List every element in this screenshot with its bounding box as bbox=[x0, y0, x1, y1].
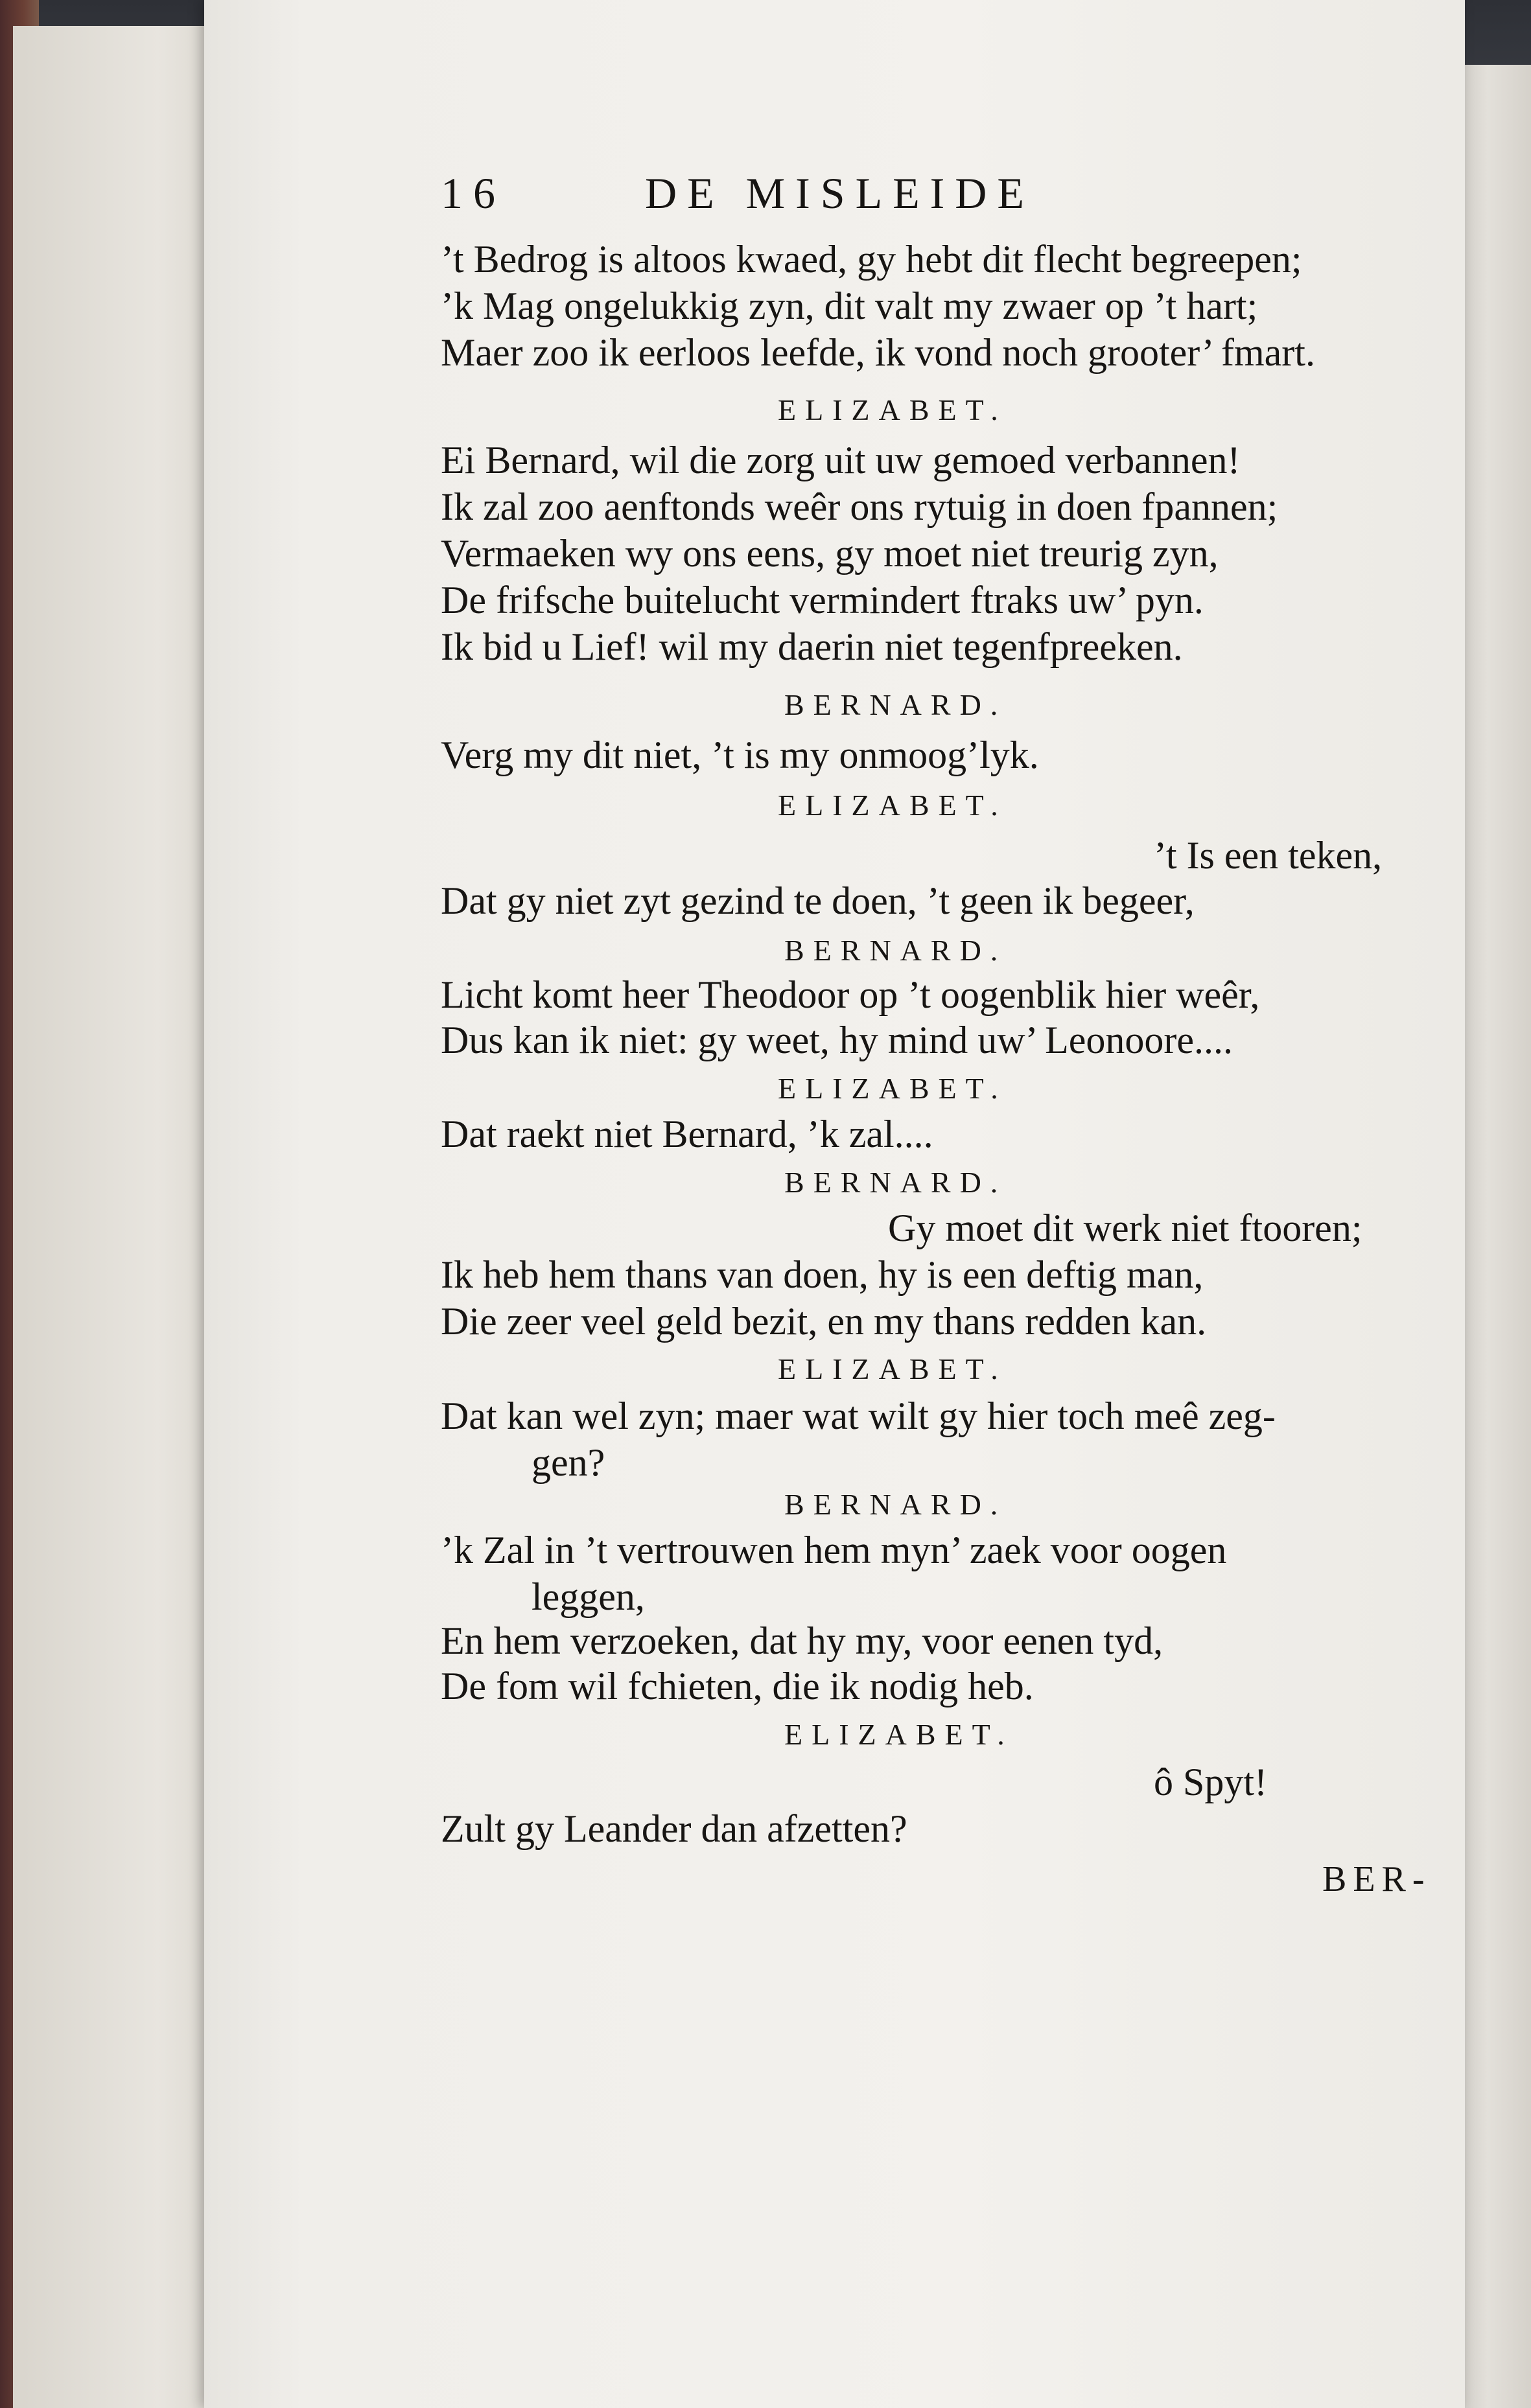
verse-line: Ei Bernard, wil die zorg uit uw gemoed verbannen! bbox=[441, 439, 1241, 481]
speaker-name: BERNARD. bbox=[784, 1166, 1007, 1199]
verse-line: Ik zal zoo aenftonds weêr ons rytuig in doen fpannen; bbox=[441, 485, 1278, 528]
book-page bbox=[204, 0, 1465, 2408]
verse-line: Verg my dit niet, ’t is my onmoog’lyk. bbox=[441, 734, 1039, 776]
verse-line: Licht komt heer Theodoor op ’t oogenblik hier weêr, bbox=[441, 973, 1260, 1016]
verse-line: Zult gy Leander dan afzetten? bbox=[441, 1807, 907, 1850]
verse-line: Vermaeken wy ons eens, gy moet niet treurig zyn, bbox=[441, 532, 1219, 575]
page-number: 16 bbox=[441, 168, 506, 218]
verse-line: ’t Is een teken, bbox=[1154, 834, 1383, 877]
verse-line: De frifsche buitelucht vermindert ftraks uw’ pyn. bbox=[441, 579, 1204, 621]
verse-line: leggen, bbox=[532, 1575, 645, 1618]
verse-line: ’t Bedrog is altoos kwaed, gy hebt dit flecht begreepen; bbox=[441, 238, 1302, 281]
verse-line: gen? bbox=[532, 1441, 605, 1484]
facing-page bbox=[13, 26, 220, 2408]
verse-line: Die zeer veel geld bezit, en my thans redden kan. bbox=[441, 1300, 1207, 1343]
speaker-name: ELIZABET. bbox=[778, 1072, 1007, 1105]
speaker-name: BERNARD. bbox=[784, 1488, 1007, 1521]
catchword: BER- bbox=[1322, 1859, 1431, 1899]
verse-line: Maer zoo ik eerloos leefde, ik vond noch grooter’ fmart. bbox=[441, 331, 1315, 374]
verse-line: ’k Zal in ’t vertrouwen hem myn’ zaek voor oogen bbox=[441, 1529, 1227, 1571]
speaker-name: ELIZABET. bbox=[778, 789, 1007, 822]
page-edges-right bbox=[1458, 65, 1531, 2408]
verse-line: De fom wil fchieten, die ik nodig heb. bbox=[441, 1665, 1034, 1708]
verse-line: En hem verzoeken, dat hy my, voor eenen tyd, bbox=[441, 1619, 1163, 1662]
speaker-name: BERNARD. bbox=[784, 934, 1007, 967]
speaker-name: ELIZABET. bbox=[784, 1718, 1014, 1751]
verse-line: Dus kan ik niet: gy weet, hy mind uw’ Leonoore.... bbox=[441, 1019, 1233, 1061]
verse-line: ’k Mag ongelukkig zyn, dit valt my zwaer op ’t hart; bbox=[441, 284, 1258, 327]
verse-line: ô Spyt! bbox=[1154, 1761, 1268, 1803]
speaker-name: ELIZABET. bbox=[778, 1352, 1007, 1385]
verse-line: Ik bid u Lief! wil my daerin niet tegenfpreeken. bbox=[441, 625, 1183, 668]
speaker-name: ELIZABET. bbox=[778, 393, 1007, 426]
verse-line: Dat kan wel zyn; maer wat wilt gy hier toch meê zeg- bbox=[441, 1395, 1276, 1437]
verse-line: Ik heb hem thans van doen, hy is een deftig man, bbox=[441, 1253, 1204, 1296]
verse-line: Dat gy niet zyt gezind te doen, ’t geen ik begeer, bbox=[441, 879, 1195, 922]
running-head: DE MISLEIDE bbox=[645, 168, 1034, 218]
verse-line: Gy moet dit werk niet ftooren; bbox=[888, 1207, 1362, 1249]
verse-line: Dat raekt niet Bernard, ’k zal.... bbox=[441, 1113, 933, 1155]
speaker-name: BERNARD. bbox=[784, 688, 1007, 721]
